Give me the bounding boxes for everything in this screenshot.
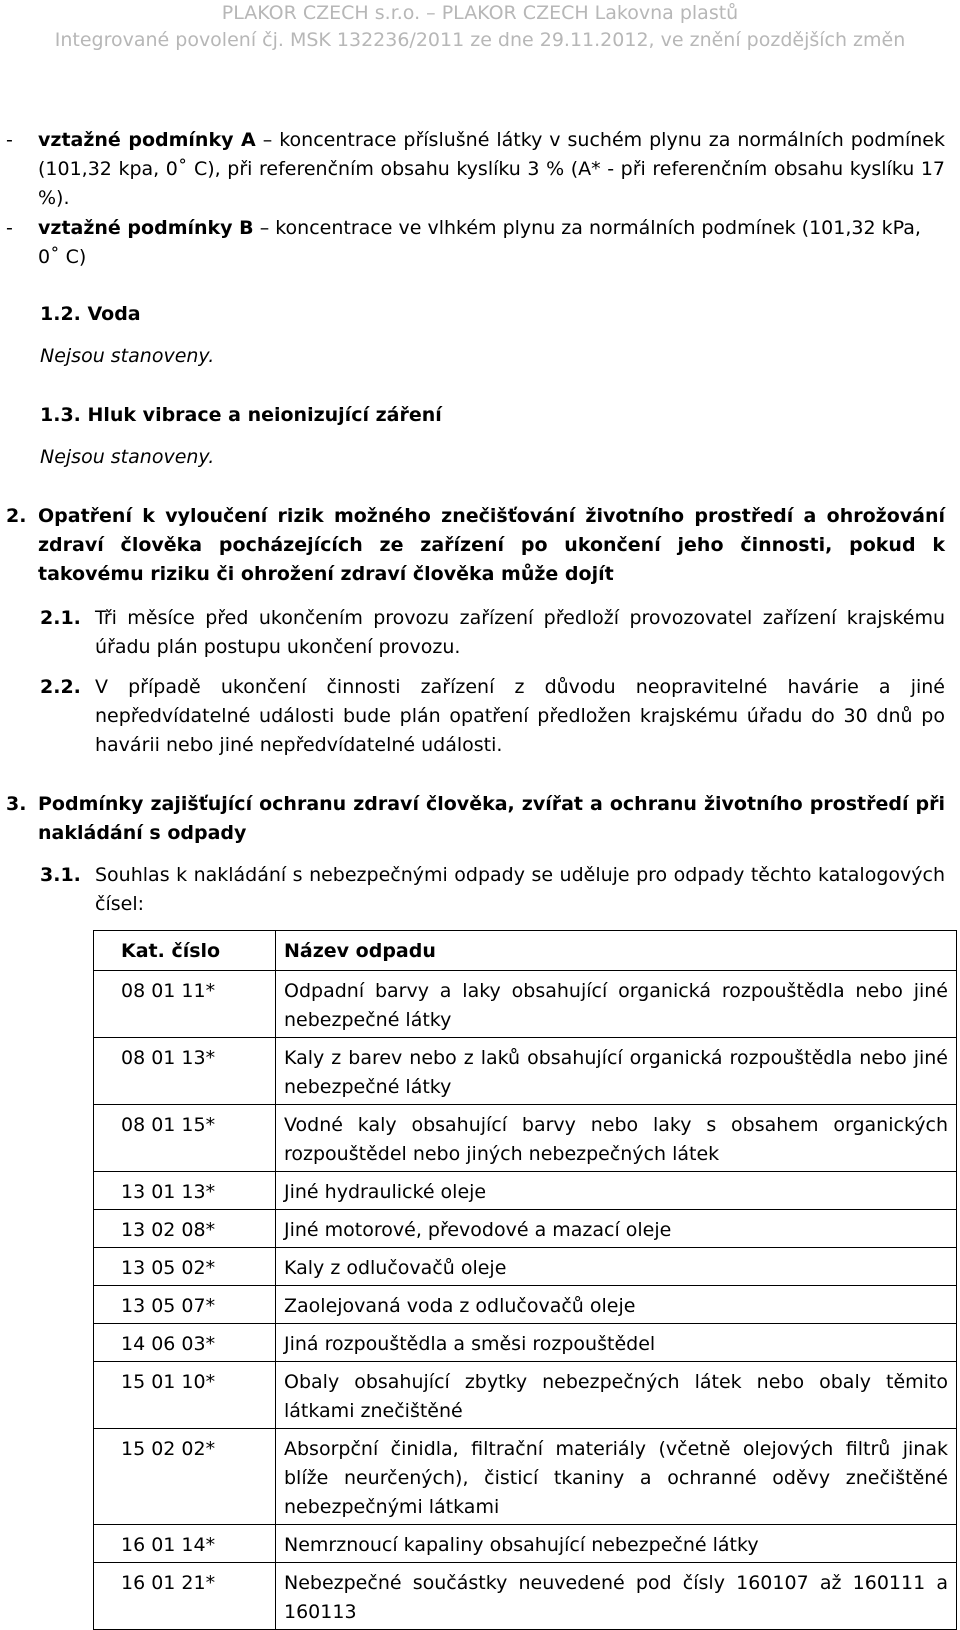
waste-name: Odpadní barvy a laky obsahující organická rozpouštědla nebo jiné nebezpečné látky: [276, 971, 957, 1038]
page-header: [0, 0, 960, 54]
waste-code: 16 01 21*: [94, 1563, 276, 1630]
section-heading-3: Podmínky zajišťující ochranu zdraví člověka, zvířat a ochranu životního prostředí při nakládání s odpady: [38, 793, 945, 844]
paragraph-number-2-1: 2.1.: [40, 607, 81, 629]
condition-b: [38, 214, 945, 272]
waste-code: 08 01 11*: [94, 971, 276, 1038]
table-row: [94, 971, 957, 1038]
condition-b-text: – koncentrace ve vlhkém plynu za normálních podmínek (101,32 kPa, 0˚ C): [38, 217, 921, 268]
section-heading-1-2: 1.2. Voda: [40, 303, 141, 325]
waste-code: 14 06 03*: [94, 1324, 276, 1362]
waste-name: Obaly obsahující zbytky nebezpečných látek nebo obaly těmito látkami znečištěné: [276, 1362, 957, 1429]
header-name: Název odpadu: [276, 931, 957, 971]
section-heading-2: Opatření k vyloučení rizik možného znečišťování životního prostředí a ohrožování zdraví člověka pocházejících ze zařízení po ukončení jeho činnosti, pokud k takovému riziku či ohrožení zdraví člověka může dojít: [38, 505, 945, 585]
table-row: [94, 1172, 957, 1210]
waste-code: 13 02 08*: [94, 1210, 276, 1248]
waste-name: Jiné motorové, převodové a mazací oleje: [276, 1210, 957, 1248]
section-1-3-text: Nejsou stanoveny.: [40, 446, 215, 468]
condition-a-label: vztažné podmínky A: [38, 129, 256, 151]
section-number-2: 2.: [6, 505, 27, 527]
table-row: [94, 1038, 957, 1105]
table-row: [94, 1429, 957, 1525]
table-row: [94, 1105, 957, 1172]
condition-a-text: – koncentrace příslušné látky v suchém plynu za normálních podmínek (101,32 kpa, 0˚ C), při referenčním obsahu kyslíku 3 % (A* - při referenčním obsahu kyslíku 17 %).: [38, 129, 945, 209]
header-permit: Integrované povolení čj. MSK 132236/2011 ze dne 29.11.2012, ve znění pozdějších změn: [54, 29, 906, 51]
waste-name: Vodné kaly obsahující barvy nebo laky s obsahem organických rozpouštědel nebo jiných nebezpečných látek: [276, 1105, 957, 1172]
bullet-dash-a: -: [6, 129, 13, 151]
table-row: [94, 1362, 957, 1429]
waste-name: Jiná rozpouštědla a směsi rozpouštědel: [276, 1324, 957, 1362]
waste-code: 08 01 13*: [94, 1038, 276, 1105]
table-row: [94, 1324, 957, 1362]
condition-a: [38, 126, 945, 213]
paragraph-3-1: Souhlas k nakládání s nebezpečnými odpady se uděluje pro odpady těchto katalogových čísel:: [95, 864, 945, 915]
waste-name: Absorpční činidla, filtrační materiály (včetně olejových filtrů jinak blíže neurčených), čisticí tkaniny a ochranné oděvy znečištěné nebezpečnými látkami: [276, 1429, 957, 1525]
condition-b-label: vztažné podmínky B: [38, 217, 254, 239]
waste-code: 08 01 15*: [94, 1105, 276, 1172]
section-heading-1-3: 1.3. Hluk vibrace a neionizující záření: [40, 404, 442, 426]
table-body: [94, 971, 957, 1630]
section-number-3: 3.: [6, 793, 27, 815]
paragraph-2-1: Tři měsíce před ukončením provozu zařízení předloží provozovatel zařízení krajskému úřadu plán postupu ukončení provozu.: [95, 607, 945, 658]
waste-name: Nemrznoucí kapaliny obsahující nebezpečné látky: [276, 1525, 957, 1563]
paragraph-number-3-1: 3.1.: [40, 864, 81, 886]
waste-name: Zaolejovaná voda z odlučovačů oleje: [276, 1286, 957, 1324]
waste-code: 13 05 07*: [94, 1286, 276, 1324]
table-row: [94, 1210, 957, 1248]
waste-name: Nebezpečné součástky neuvedené pod čísly 160107 až 160111 a 160113: [276, 1563, 957, 1630]
bullet-dash-b: -: [6, 217, 13, 239]
waste-code: 13 01 13*: [94, 1172, 276, 1210]
header-company: PLAKOR CZECH s.r.o. – PLAKOR CZECH Lakovna plastů: [221, 2, 739, 24]
waste-code: 15 02 02*: [94, 1429, 276, 1525]
table-row: [94, 1286, 957, 1324]
paragraph-2-2: V případě ukončení činnosti zařízení z důvodu neopravitelné havárie a jiné nepředvídatelné události bude plán opatření předložen krajskému úřadu do 30 dnů po havárii nebo jiné nepředvídatelné události.: [95, 676, 945, 756]
section-1-2-text: Nejsou stanoveny.: [40, 345, 215, 367]
waste-code: 13 05 02*: [94, 1248, 276, 1286]
table-row: [94, 1563, 957, 1630]
waste-code: 15 01 10*: [94, 1362, 276, 1429]
waste-code: 16 01 14*: [94, 1525, 276, 1563]
header-code: Kat. číslo: [94, 931, 276, 971]
paragraph-number-2-2: 2.2.: [40, 676, 81, 698]
waste-name: Jiné hydraulické oleje: [276, 1172, 957, 1210]
waste-name: Kaly z odlučovačů oleje: [276, 1248, 957, 1286]
table-header-row: [94, 931, 957, 971]
table-row: [94, 1248, 957, 1286]
table-row: [94, 1525, 957, 1563]
waste-name: Kaly z barev nebo z laků obsahující organická rozpouštědla nebo jiné nebezpečné látky: [276, 1038, 957, 1105]
waste-catalog-table: [93, 930, 957, 1630]
